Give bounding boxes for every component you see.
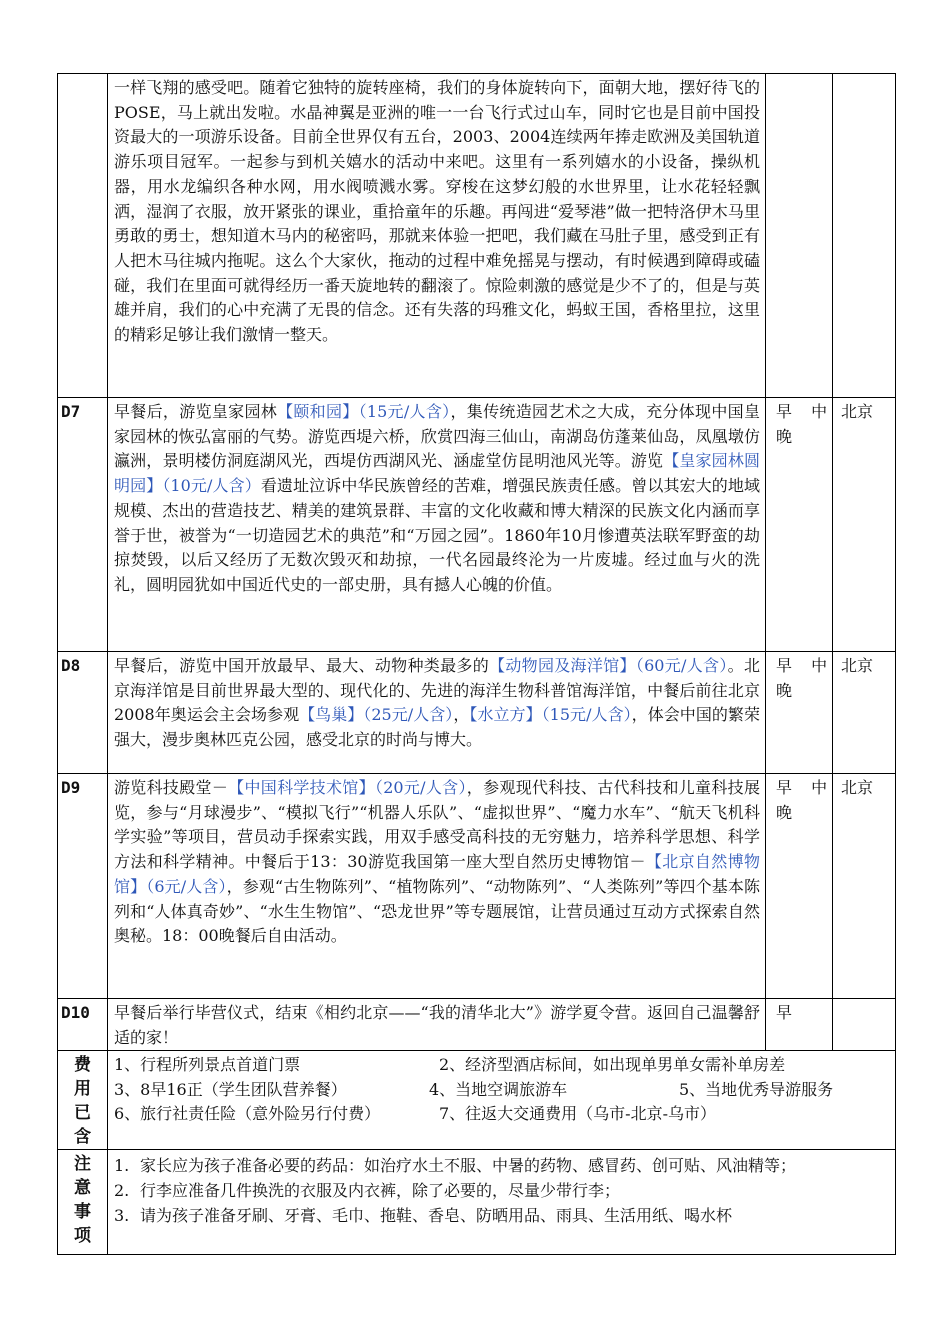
day-row [58,398,896,652]
itinerary-table [57,73,896,1255]
description-segment: 一样飞翔的感受吧。随着它独特的旋转座椅，我们的身体旋转向下，面朝大地，摆好待飞的POSE，马上就出发啦。水晶神翼是亚洲的唯一一台飞行式过山车，同时它也是目前中国投资最大的一项游乐设备。目前全世界仅有五台，2003、2004连续两年捧走欧洲及美国轨道游乐项目冠军。一起参与到机关嬉水的活动中来吧。这里有一系列嬉水的小设备，操纵机器，用水龙编织各种水网，用水阀喷溅水雾。穿梭在这梦幻般的水世界里，让水花轻轻飘洒，湿润了衣服，放开紧张的课业，重拾童年的乐趣。再闯进“爱琴港”做一把特洛伊木马里勇敢的勇士，想知道木马内的秘密吗，那就来体验一把吧，我们藏在马肚子里，感受到正有人把木马往城内拖呢。这么个大家伙，拖动的过程中难免摇晃与摆动，有时候遇到障碍或磕碰，我们在里面可就得经历一番天旋地转的翻滚了。惊险刺激的感觉是少不了的，但是与英雄并肩，我们的心中充满了无畏的信念。还有失落的玛雅文化，蚂蚁王国，香格里拉，这里的精彩足够让我们激情一整天。 [114,78,760,345]
description-segment: ， [453,705,470,725]
city-label [833,999,895,1001]
city-cell [833,999,896,1051]
day-description [108,74,766,398]
fees-label-cell [58,1051,108,1150]
note-item [114,1154,889,1179]
attraction-highlight: 【鸟巢】（25元/人含） [299,705,454,725]
meals-cell [766,652,833,774]
attraction-highlight: 【中国科学技术馆】（20元/人含） [227,778,467,797]
fee-item: 1、行程所列景点首道门票 [114,1055,301,1075]
note-number: 1. [114,1156,130,1176]
description-text [108,999,765,1050]
fees-line [114,1053,889,1078]
description-segment: 。北京海洋馆是目前世界最大型的、现代化的、先进的海洋生物科普馆海洋馆，中餐后前往北京2008年奥运会主会场参观 [114,656,760,725]
notes-label-char: 注 [74,1154,91,1175]
fees-label-char: 用 [74,1079,91,1100]
meals-cell [766,774,833,999]
fees-label-char: 已 [74,1103,91,1124]
itinerary-body [58,74,896,1255]
description-segment: ，参观现代科技、古代科技和儿童科技展览，参与“月球漫步”、“模拟飞行”“机器人乐队”、“虚拟世界”、“魔力水车”、“航天飞机科学实验”等项目，营员动手探索实践，用双手感受高科技的无穷魅力，培养科学思想、科学方法和科学精神。中餐后于13：30游览我国第一座大型自然历史博物馆－ [114,778,760,872]
description-text [108,398,765,598]
city-label [833,74,895,76]
note-item [114,1204,889,1229]
fee-item: 4、当地空调旅游车 [429,1079,568,1099]
fees-line [114,1078,889,1103]
day-description [108,398,766,652]
note-text: 行李应准备几件换洗的衣服及内衣裤，除了必要的，尽量少带行李； [140,1181,621,1201]
description-segment: ，参观“古生物陈列”、“植物陈列”、“动物陈列”、“人类陈列”等四个基本陈列和“人体真奇妙”、“水生生物馆”、“恐龙世界”等专题展馆，让营员通过互动方式探索自然奥秘。18：00晚餐后自由活动。 [114,876,760,946]
day-label: D10 [61,1003,90,1022]
attraction-highlight: 【水立方】（15元/人含） [469,705,632,725]
note-item [114,1179,889,1204]
fees-label [58,1051,107,1149]
fees-content [108,1051,896,1150]
description-segment: ，集传统造园艺术之大成，充分体现中国皇家园林的恢弘富丽的气势。游览西堤六桥，欣赏四海三仙山，南湖岛仿蓬莱仙岛，凤凰墩仿瀛洲，景明楼仿洞庭湖风光，西堤仿西湖风光、涵虚堂仿昆明池风光等。游览 [114,402,760,471]
meals-label: 早 中 晚 [776,656,828,700]
description-segment: 看遗址泣诉中华民族曾经的苦难，增强民族责任感。曾以其宏大的地域规模、杰出的营造技艺、精美的建筑景群、丰富的文化收藏和博大精深的民族文化内涵而享誉于世，被誉为“一切造园艺术的典范”和“万园之园”。1860年10月惨遭英法联军野蛮的劫掠焚毁，以后又经历了无数次毁灭和劫掠，一代名园最终沦为一片废墟。经过血与火的洗礼，圆明园犹如中国近代史的一部史册，具有撼人心魄的价值。 [114,476,760,594]
notes-list [108,1150,895,1228]
notes-label-char: 事 [74,1202,91,1223]
attraction-highlight: 【北京自然博物馆】（6元/人含） [114,852,760,896]
day-cell [58,774,108,999]
notes-row [58,1150,896,1255]
fee-item: 3、8早16正（学生团队营养餐） [114,1079,347,1099]
attraction-highlight: 【颐和园】（15元/人含） [277,402,451,421]
day-cell [58,74,108,398]
description-segment: 早餐后，游览中国开放最早、最大、动物种类最多的 [114,656,490,675]
fees-line [114,1102,889,1127]
meals-label: 早 中 晚 [776,778,828,822]
notes-label-cell [58,1150,108,1255]
description-segment: 游览科技殿堂－ [114,778,228,797]
notes-label [58,1150,107,1248]
day-description [108,999,766,1051]
note-text: 请为孩子准备牙刷、牙膏、毛巾、拖鞋、香皂、防晒用品、雨具、生活用纸、喝水杯 [140,1205,733,1225]
day-label: D8 [61,656,81,675]
day-description [108,774,766,999]
meals-cell [766,999,833,1051]
attraction-highlight: 【皇家园林圆明园】（10元/人含） [114,451,760,496]
day-label: D9 [61,778,81,797]
fees-list [108,1051,895,1131]
city-cell [833,74,896,398]
note-text: 家长应为孩子准备必要的药品：如治疗水土不服、中暑的药物、感冒药、创可贴、风油精等； [140,1156,797,1176]
fees-label-char: 费 [74,1055,91,1076]
description-segment: ，体会中国的繁荣强大，漫步奥林匹克公园，感受北京的时尚与博大。 [114,705,760,750]
note-number: 2. [114,1181,130,1201]
notes-label-char: 意 [74,1178,91,1199]
attraction-highlight: 【动物园及海洋馆】（60元/人含） [489,656,728,675]
day-label [58,74,107,78]
notes-content [108,1150,896,1255]
meals-label [766,74,832,76]
description-text [108,74,765,348]
description-text [108,652,765,753]
city-cell [833,774,896,999]
day-row [58,774,896,999]
fee-item: 5、当地优秀导游服务 [679,1079,834,1099]
city-cell [833,398,896,652]
description-text [108,774,765,949]
meals-cell [766,398,833,652]
day-row [58,74,896,398]
day-cell [58,999,108,1051]
day-description [108,652,766,774]
fees-row [58,1051,896,1150]
meals-label: 早 [776,1003,793,1022]
note-number: 3. [114,1205,130,1225]
description-segment: 早餐后举行毕营仪式，结束《相约北京——“我的清华北大”》游学夏令营。返回自己温馨舒适的家！ [114,1003,760,1047]
meals-cell [766,74,833,398]
city-label: 北京 [841,656,874,675]
day-row [58,999,896,1051]
city-label: 北京 [841,778,874,797]
notes-label-char: 项 [74,1226,91,1247]
description-segment: 早餐后，游览皇家园林 [114,402,278,421]
day-cell [58,652,108,774]
day-cell [58,398,108,652]
day-row [58,652,896,774]
fee-item: 7、往返大交通费用（乌市-北京-乌市） [439,1104,716,1124]
city-cell [833,652,896,774]
meals-label: 早 中 晚 [776,402,828,446]
day-label: D7 [61,402,81,421]
city-label: 北京 [841,402,874,421]
fees-label-char: 含 [74,1127,91,1148]
fee-item: 2、经济型酒店标间，如出现单男单女需补单房差 [439,1055,786,1075]
fee-item: 6、旅行社责任险（意外险另行付费） [114,1104,381,1124]
